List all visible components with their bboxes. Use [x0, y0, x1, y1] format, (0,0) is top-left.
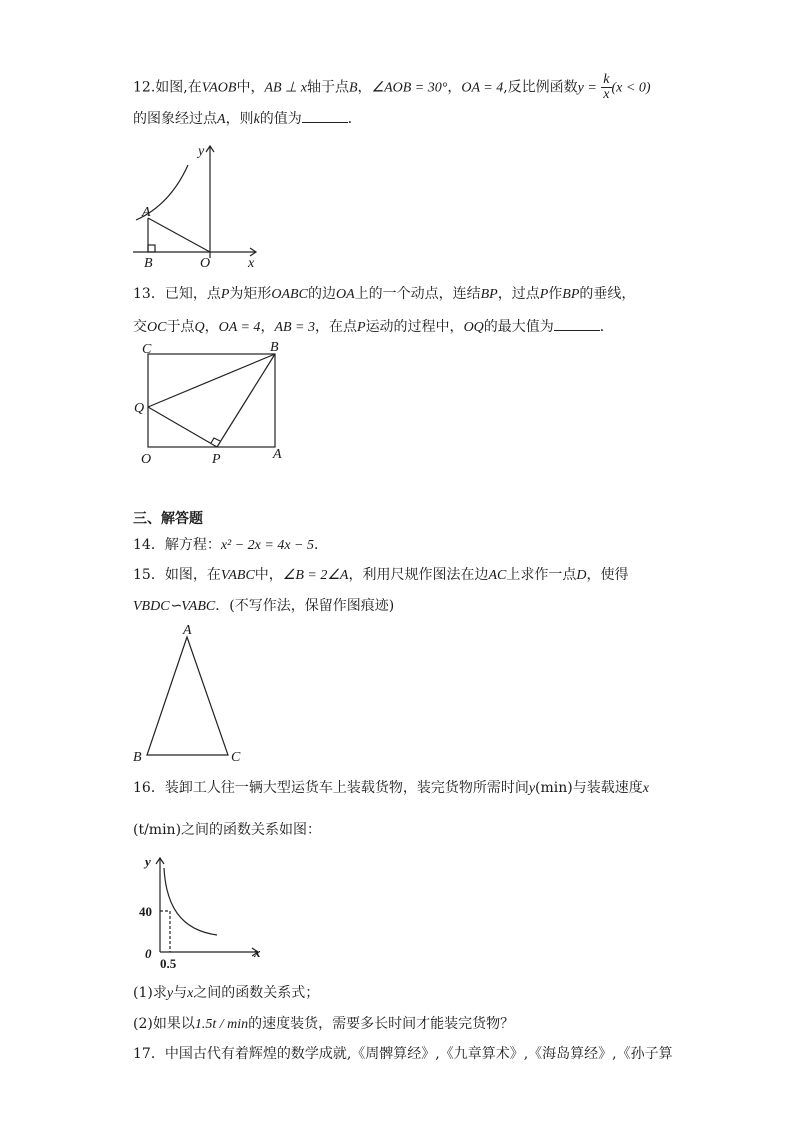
answer-blank	[302, 108, 348, 123]
q13-label-C: C	[142, 342, 152, 357]
q12-label-y: y	[198, 144, 205, 159]
q16-label-x: x	[254, 945, 261, 960]
section-title: 三、解答题	[133, 511, 203, 527]
q12-line2: 的图象经过点A，则k的值为 ．	[133, 108, 362, 130]
q15-line2: VBDC∽VABC．(不写作法，保留作图痕迹)	[133, 598, 395, 614]
q12-label-A: A	[142, 205, 151, 220]
q12-label-B: B	[144, 256, 153, 271]
q13-label-A: A	[273, 447, 282, 462]
q13-label-Q: Q	[134, 401, 145, 416]
q13-label-O: O	[141, 452, 152, 467]
q13-label-P: P	[212, 452, 221, 467]
q16-label-05: 0.5	[160, 956, 177, 971]
q16-line1: 16．装卸工人往一辆大型运货车上装载货物，装完货物所需时间y(min)与装载速度x	[133, 780, 649, 796]
q16-label-0: 0	[145, 946, 152, 961]
q15-line1: 15．如图，在VABC中，∠B = 2∠A，利用尺规作图法在边AC上求作一点D，使得	[133, 567, 629, 583]
fraction-k-over-x: $\frac{k}{x}$	[603, 72, 610, 102]
q16-sub2: (2)如果以1.5t / min的速度装货，需要多长时间才能装完货物？	[133, 1016, 515, 1032]
q12-label-O: O	[200, 256, 211, 271]
q15-label-C: C	[231, 750, 241, 765]
q13-line1: 13．已知，点P为矩形OABC的边OA上的一个动点，连结BP，过点P作BP的垂线，	[133, 286, 636, 302]
q16-line2: (t/min)之间的函数关系如图：	[133, 822, 322, 838]
q12-label-x: x	[248, 256, 255, 271]
q13-label-B: B	[270, 340, 279, 355]
q13-line2: 交OC于点Q，OA = 4，AB = 3，在点P运动的过程中，OQ的最大值为 ．	[133, 316, 614, 338]
answer-blank	[554, 316, 600, 331]
q15-label-A: A	[183, 623, 192, 638]
q17-line1: 17．中国古代有着辉煌的数学成就,《周髀算经》,《九章算术》,《海岛算经》,《孙子算	[133, 1046, 673, 1062]
q15-label-B: B	[133, 750, 142, 765]
q16-sub1: (1)求y与x之间的函数关系式；	[133, 985, 320, 1001]
q16-label-y: y	[145, 854, 151, 869]
q16-label-40: 40	[139, 904, 152, 919]
q12-line1: 12.如图,在VAOB中，AB ⊥ x轴于点B，∠AOB = 30°，OA = 4,反比例函数y = $\frac{k}{x}$ (x < 0)	[133, 72, 651, 102]
q14: 14．解方程：x² − 2x = 4x − 5．	[133, 537, 329, 553]
